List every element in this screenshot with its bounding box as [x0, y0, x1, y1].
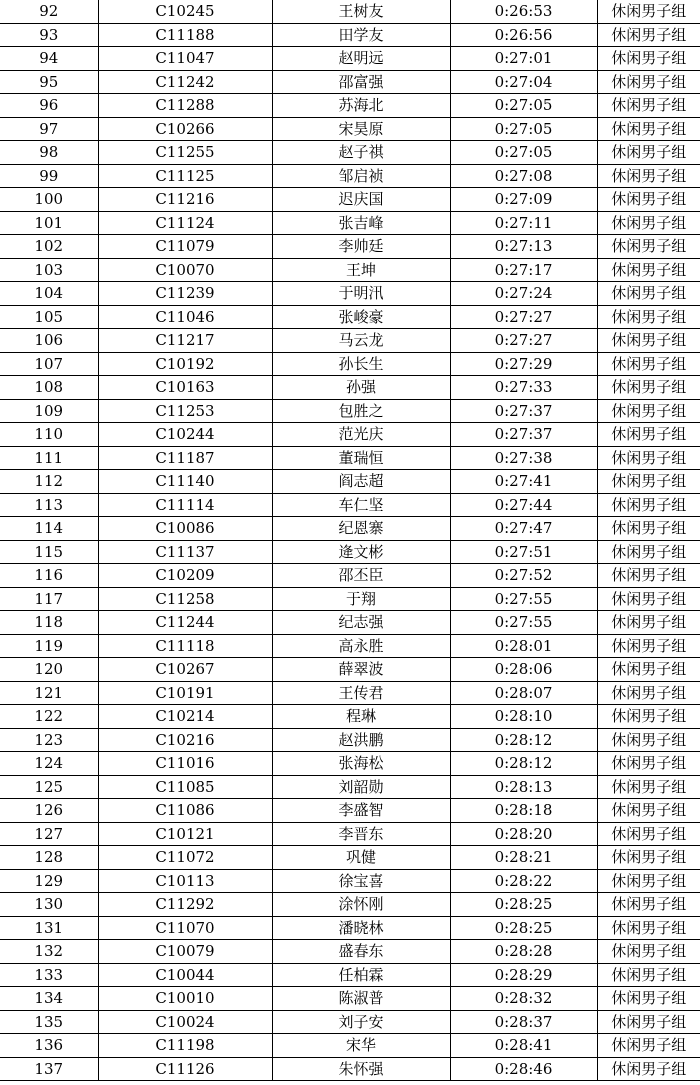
table-row [0, 329, 700, 353]
finish-time-cell: 0:27:08 [450, 164, 597, 188]
runner-name-cell: 盛春东 [272, 940, 450, 964]
table-row [0, 446, 700, 470]
group-cell: 休闲男子组 [597, 705, 700, 729]
bib-number-cell: C11114 [98, 493, 272, 517]
rank-cell: 110 [0, 423, 98, 447]
runner-name-cell: 高永胜 [272, 634, 450, 658]
group-cell: 休闲男子组 [597, 282, 700, 306]
finish-time-cell: 0:27:37 [450, 423, 597, 447]
rank-cell: 134 [0, 987, 98, 1011]
runner-name-cell: 于明汛 [272, 282, 450, 306]
table-row [0, 305, 700, 329]
rank-cell: 111 [0, 446, 98, 470]
rank-cell: 125 [0, 775, 98, 799]
finish-time-cell: 0:28:41 [450, 1034, 597, 1058]
rank-cell: 99 [0, 164, 98, 188]
finish-time-cell: 0:27:27 [450, 329, 597, 353]
runner-name-cell: 赵明远 [272, 47, 450, 71]
finish-time-cell: 0:27:55 [450, 587, 597, 611]
group-cell: 休闲男子组 [597, 916, 700, 940]
runner-name-cell: 孙长生 [272, 352, 450, 376]
table-row [0, 352, 700, 376]
bib-number-cell: C11079 [98, 235, 272, 259]
bib-number-cell: C10121 [98, 822, 272, 846]
bib-number-cell: C11292 [98, 893, 272, 917]
group-cell: 休闲男子组 [597, 0, 700, 23]
table-row [0, 188, 700, 212]
bib-number-cell: C10266 [98, 117, 272, 141]
rank-cell: 98 [0, 141, 98, 165]
table-row [0, 94, 700, 118]
group-cell: 休闲男子组 [597, 611, 700, 635]
table-row [0, 117, 700, 141]
finish-time-cell: 0:27:17 [450, 258, 597, 282]
group-cell: 休闲男子组 [597, 634, 700, 658]
table-row [0, 282, 700, 306]
runner-name-cell: 张峻豪 [272, 305, 450, 329]
rank-cell: 105 [0, 305, 98, 329]
runner-name-cell: 邵富强 [272, 70, 450, 94]
rank-cell: 132 [0, 940, 98, 964]
finish-time-cell: 0:28:07 [450, 681, 597, 705]
bib-number-cell: C11046 [98, 305, 272, 329]
finish-time-cell: 0:27:44 [450, 493, 597, 517]
runner-name-cell: 任柏霖 [272, 963, 450, 987]
rank-cell: 131 [0, 916, 98, 940]
rank-cell: 135 [0, 1010, 98, 1034]
rank-cell: 96 [0, 94, 98, 118]
runner-name-cell: 孙强 [272, 376, 450, 400]
bib-number-cell: C10086 [98, 517, 272, 541]
rank-cell: 114 [0, 517, 98, 541]
finish-time-cell: 0:28:29 [450, 963, 597, 987]
table-row [0, 70, 700, 94]
table-row [0, 893, 700, 917]
runner-name-cell: 董瑞恒 [272, 446, 450, 470]
bib-number-cell: C10214 [98, 705, 272, 729]
runner-name-cell: 车仁坚 [272, 493, 450, 517]
runner-name-cell: 王坤 [272, 258, 450, 282]
finish-time-cell: 0:27:11 [450, 211, 597, 235]
bib-number-cell: C11126 [98, 1057, 272, 1081]
table-row [0, 540, 700, 564]
group-cell: 休闲男子组 [597, 188, 700, 212]
runner-name-cell: 李盛智 [272, 799, 450, 823]
group-cell: 休闲男子组 [597, 752, 700, 776]
group-cell: 休闲男子组 [597, 211, 700, 235]
runner-name-cell: 薛翠波 [272, 658, 450, 682]
bib-number-cell: C10191 [98, 681, 272, 705]
finish-time-cell: 0:28:10 [450, 705, 597, 729]
bib-number-cell: C11239 [98, 282, 272, 306]
finish-time-cell: 0:28:01 [450, 634, 597, 658]
table-row [0, 587, 700, 611]
bib-number-cell: C11124 [98, 211, 272, 235]
bib-number-cell: C10244 [98, 423, 272, 447]
finish-time-cell: 0:27:33 [450, 376, 597, 400]
table-row [0, 846, 700, 870]
table-row [0, 705, 700, 729]
rank-cell: 109 [0, 399, 98, 423]
runner-name-cell: 王传君 [272, 681, 450, 705]
runner-name-cell: 程琳 [272, 705, 450, 729]
table-row [0, 681, 700, 705]
table-row [0, 1010, 700, 1034]
rank-cell: 93 [0, 23, 98, 47]
rank-cell: 133 [0, 963, 98, 987]
rank-cell: 118 [0, 611, 98, 635]
finish-time-cell: 0:28:25 [450, 916, 597, 940]
group-cell: 休闲男子组 [597, 987, 700, 1011]
rank-cell: 136 [0, 1034, 98, 1058]
bib-number-cell: C11137 [98, 540, 272, 564]
runner-name-cell: 王树友 [272, 0, 450, 23]
finish-time-cell: 0:26:53 [450, 0, 597, 23]
finish-time-cell: 0:27:51 [450, 540, 597, 564]
group-cell: 休闲男子组 [597, 799, 700, 823]
runner-name-cell: 邵丕臣 [272, 564, 450, 588]
group-cell: 休闲男子组 [597, 423, 700, 447]
runner-name-cell: 赵子祺 [272, 141, 450, 165]
rank-cell: 121 [0, 681, 98, 705]
bib-number-cell: C11072 [98, 846, 272, 870]
finish-time-cell: 0:27:24 [450, 282, 597, 306]
bib-number-cell: C11255 [98, 141, 272, 165]
finish-time-cell: 0:28:22 [450, 869, 597, 893]
rank-cell: 117 [0, 587, 98, 611]
group-cell: 休闲男子组 [597, 564, 700, 588]
bib-number-cell: C10216 [98, 728, 272, 752]
group-cell: 休闲男子组 [597, 329, 700, 353]
bib-number-cell: C11258 [98, 587, 272, 611]
table-row [0, 728, 700, 752]
runner-name-cell: 张吉峰 [272, 211, 450, 235]
runner-name-cell: 迟庆国 [272, 188, 450, 212]
group-cell: 休闲男子组 [597, 117, 700, 141]
group-cell: 休闲男子组 [597, 1034, 700, 1058]
table-row [0, 235, 700, 259]
rank-cell: 119 [0, 634, 98, 658]
runner-name-cell: 张海松 [272, 752, 450, 776]
table-row [0, 493, 700, 517]
group-cell: 休闲男子组 [597, 164, 700, 188]
rank-cell: 128 [0, 846, 98, 870]
runner-name-cell: 田学友 [272, 23, 450, 47]
bib-number-cell: C10070 [98, 258, 272, 282]
runner-name-cell: 逄文彬 [272, 540, 450, 564]
group-cell: 休闲男子组 [597, 540, 700, 564]
table-row [0, 940, 700, 964]
bib-number-cell: C11140 [98, 470, 272, 494]
group-cell: 休闲男子组 [597, 587, 700, 611]
runner-name-cell: 陈淑普 [272, 987, 450, 1011]
rank-cell: 115 [0, 540, 98, 564]
bib-number-cell: C11188 [98, 23, 272, 47]
table-row [0, 963, 700, 987]
group-cell: 休闲男子组 [597, 305, 700, 329]
group-cell: 休闲男子组 [597, 23, 700, 47]
finish-time-cell: 0:27:01 [450, 47, 597, 71]
group-cell: 休闲男子组 [597, 1057, 700, 1081]
runner-name-cell: 赵洪鹏 [272, 728, 450, 752]
group-cell: 休闲男子组 [597, 517, 700, 541]
finish-time-cell: 0:28:06 [450, 658, 597, 682]
bib-number-cell: C11288 [98, 94, 272, 118]
bib-number-cell: C10209 [98, 564, 272, 588]
group-cell: 休闲男子组 [597, 869, 700, 893]
group-cell: 休闲男子组 [597, 940, 700, 964]
group-cell: 休闲男子组 [597, 235, 700, 259]
bib-number-cell: C10245 [98, 0, 272, 23]
group-cell: 休闲男子组 [597, 846, 700, 870]
bib-number-cell: C10267 [98, 658, 272, 682]
table-row [0, 799, 700, 823]
finish-time-cell: 0:27:09 [450, 188, 597, 212]
finish-time-cell: 0:27:47 [450, 517, 597, 541]
bib-number-cell: C11125 [98, 164, 272, 188]
runner-name-cell: 范光庆 [272, 423, 450, 447]
group-cell: 休闲男子组 [597, 258, 700, 282]
finish-time-cell: 0:27:37 [450, 399, 597, 423]
group-cell: 休闲男子组 [597, 681, 700, 705]
finish-time-cell: 0:27:38 [450, 446, 597, 470]
finish-time-cell: 0:28:32 [450, 987, 597, 1011]
rank-cell: 102 [0, 235, 98, 259]
finish-time-cell: 0:27:05 [450, 141, 597, 165]
rank-cell: 108 [0, 376, 98, 400]
table-row [0, 376, 700, 400]
bib-number-cell: C11216 [98, 188, 272, 212]
group-cell: 休闲男子组 [597, 728, 700, 752]
group-cell: 休闲男子组 [597, 47, 700, 71]
bib-number-cell: C11118 [98, 634, 272, 658]
rank-cell: 100 [0, 188, 98, 212]
rank-cell: 124 [0, 752, 98, 776]
bib-number-cell: C10010 [98, 987, 272, 1011]
rank-cell: 123 [0, 728, 98, 752]
rank-cell: 127 [0, 822, 98, 846]
table-row [0, 0, 700, 23]
rank-cell: 107 [0, 352, 98, 376]
finish-time-cell: 0:27:41 [450, 470, 597, 494]
rank-cell: 120 [0, 658, 98, 682]
rank-cell: 113 [0, 493, 98, 517]
rank-cell: 103 [0, 258, 98, 282]
table-row [0, 164, 700, 188]
bib-number-cell: C10044 [98, 963, 272, 987]
finish-time-cell: 0:27:05 [450, 94, 597, 118]
group-cell: 休闲男子组 [597, 352, 700, 376]
rank-cell: 101 [0, 211, 98, 235]
runner-name-cell: 马云龙 [272, 329, 450, 353]
runner-name-cell: 李晋东 [272, 822, 450, 846]
table-row [0, 399, 700, 423]
table-row [0, 752, 700, 776]
finish-time-cell: 0:28:18 [450, 799, 597, 823]
finish-time-cell: 0:28:12 [450, 728, 597, 752]
bib-number-cell: C10024 [98, 1010, 272, 1034]
table-row [0, 47, 700, 71]
table-row [0, 634, 700, 658]
runner-name-cell: 宋昊原 [272, 117, 450, 141]
finish-time-cell: 0:28:25 [450, 893, 597, 917]
group-cell: 休闲男子组 [597, 775, 700, 799]
rank-cell: 94 [0, 47, 98, 71]
rank-cell: 92 [0, 0, 98, 23]
group-cell: 休闲男子组 [597, 822, 700, 846]
runner-name-cell: 徐宝喜 [272, 869, 450, 893]
rank-cell: 112 [0, 470, 98, 494]
finish-time-cell: 0:27:55 [450, 611, 597, 635]
finish-time-cell: 0:27:52 [450, 564, 597, 588]
rank-cell: 126 [0, 799, 98, 823]
table-row [0, 658, 700, 682]
group-cell: 休闲男子组 [597, 493, 700, 517]
table-row [0, 1057, 700, 1081]
table-row [0, 517, 700, 541]
finish-time-cell: 0:27:05 [450, 117, 597, 141]
table-row [0, 564, 700, 588]
bib-number-cell: C11217 [98, 329, 272, 353]
table-row [0, 987, 700, 1011]
table-row [0, 211, 700, 235]
table-row [0, 23, 700, 47]
table-row [0, 470, 700, 494]
runner-name-cell: 纪恩寨 [272, 517, 450, 541]
group-cell: 休闲男子组 [597, 141, 700, 165]
runner-name-cell: 潘晓林 [272, 916, 450, 940]
table-row [0, 611, 700, 635]
runner-name-cell: 苏海北 [272, 94, 450, 118]
finish-time-cell: 0:27:04 [450, 70, 597, 94]
table-row [0, 1034, 700, 1058]
rank-cell: 106 [0, 329, 98, 353]
group-cell: 休闲男子组 [597, 70, 700, 94]
group-cell: 休闲男子组 [597, 376, 700, 400]
runner-name-cell: 李帅廷 [272, 235, 450, 259]
runner-name-cell: 邹启祯 [272, 164, 450, 188]
group-cell: 休闲男子组 [597, 94, 700, 118]
group-cell: 休闲男子组 [597, 658, 700, 682]
rank-cell: 122 [0, 705, 98, 729]
runner-name-cell: 纪志强 [272, 611, 450, 635]
finish-time-cell: 0:26:56 [450, 23, 597, 47]
bib-number-cell: C11085 [98, 775, 272, 799]
bib-number-cell: C10192 [98, 352, 272, 376]
bib-number-cell: C11187 [98, 446, 272, 470]
runner-name-cell: 包胜之 [272, 399, 450, 423]
bib-number-cell: C10079 [98, 940, 272, 964]
bib-number-cell: C11047 [98, 47, 272, 71]
bib-number-cell: C11242 [98, 70, 272, 94]
bib-number-cell: C11198 [98, 1034, 272, 1058]
group-cell: 休闲男子组 [597, 399, 700, 423]
bib-number-cell: C11086 [98, 799, 272, 823]
finish-time-cell: 0:28:13 [450, 775, 597, 799]
rank-cell: 130 [0, 893, 98, 917]
runner-name-cell: 阎志超 [272, 470, 450, 494]
table-row [0, 258, 700, 282]
group-cell: 休闲男子组 [597, 893, 700, 917]
table-row [0, 141, 700, 165]
runner-name-cell: 刘韶勋 [272, 775, 450, 799]
rank-cell: 129 [0, 869, 98, 893]
table-row [0, 822, 700, 846]
runner-name-cell: 宋华 [272, 1034, 450, 1058]
rank-cell: 104 [0, 282, 98, 306]
table-row [0, 869, 700, 893]
group-cell: 休闲男子组 [597, 446, 700, 470]
finish-time-cell: 0:28:37 [450, 1010, 597, 1034]
runner-name-cell: 巩健 [272, 846, 450, 870]
rank-cell: 137 [0, 1057, 98, 1081]
runner-name-cell: 刘子安 [272, 1010, 450, 1034]
bib-number-cell: C10113 [98, 869, 272, 893]
runner-name-cell: 于翔 [272, 587, 450, 611]
table-row [0, 775, 700, 799]
finish-time-cell: 0:28:12 [450, 752, 597, 776]
group-cell: 休闲男子组 [597, 1010, 700, 1034]
rank-cell: 97 [0, 117, 98, 141]
group-cell: 休闲男子组 [597, 470, 700, 494]
bib-number-cell: C11070 [98, 916, 272, 940]
table-row [0, 423, 700, 447]
finish-time-cell: 0:27:29 [450, 352, 597, 376]
bib-number-cell: C11016 [98, 752, 272, 776]
runner-name-cell: 涂怀刚 [272, 893, 450, 917]
finish-time-cell: 0:28:28 [450, 940, 597, 964]
finish-time-cell: 0:28:21 [450, 846, 597, 870]
group-cell: 休闲男子组 [597, 963, 700, 987]
finish-time-cell: 0:28:46 [450, 1057, 597, 1081]
bib-number-cell: C11244 [98, 611, 272, 635]
runner-name-cell: 朱怀强 [272, 1057, 450, 1081]
bib-number-cell: C11253 [98, 399, 272, 423]
rank-cell: 95 [0, 70, 98, 94]
table-row [0, 916, 700, 940]
bib-number-cell: C10163 [98, 376, 272, 400]
finish-time-cell: 0:27:13 [450, 235, 597, 259]
finish-time-cell: 0:28:20 [450, 822, 597, 846]
finish-time-cell: 0:27:27 [450, 305, 597, 329]
rank-cell: 116 [0, 564, 98, 588]
